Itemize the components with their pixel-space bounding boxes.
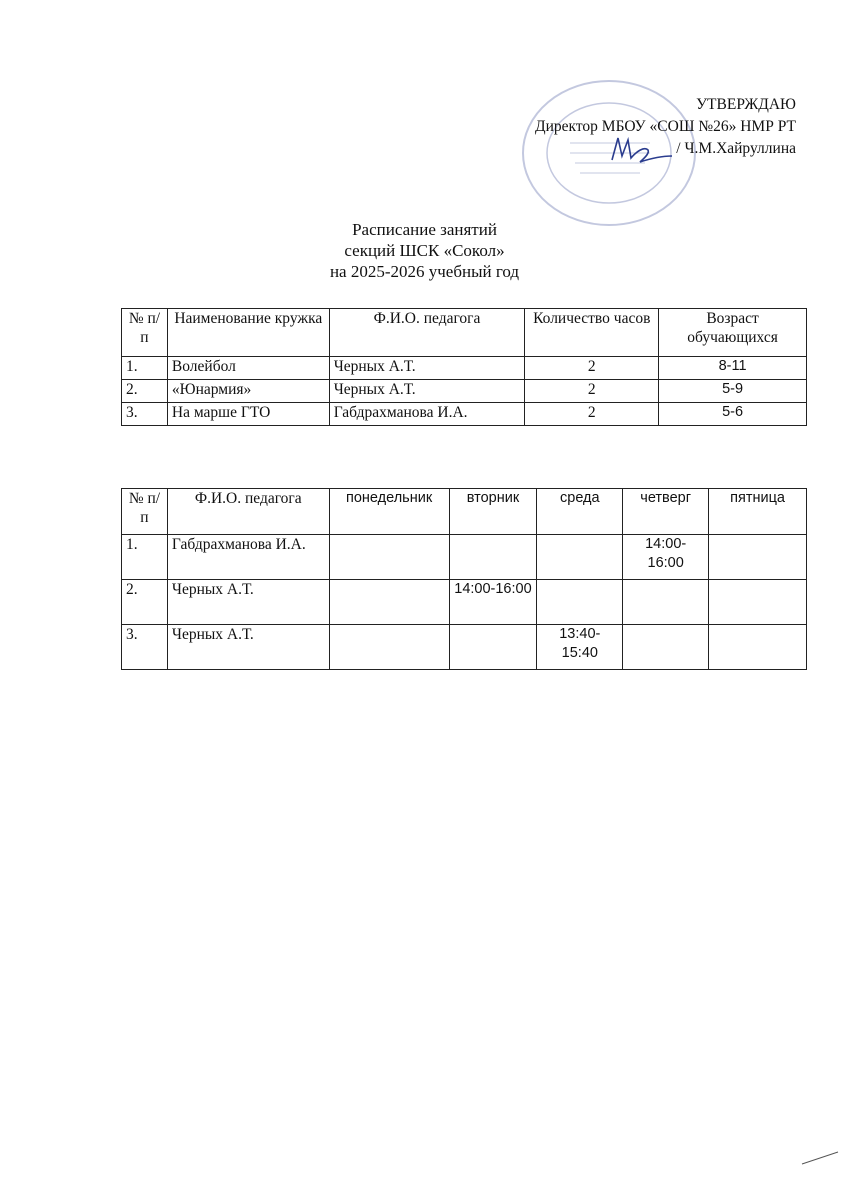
approval-position: Директор МБОУ «СОШ №26» НМР РТ [535, 118, 796, 135]
cell-wednesday [537, 535, 623, 580]
cell-teacher: Черных А.Т. [329, 357, 525, 380]
cell-number: 3. [122, 625, 168, 670]
scan-mark [800, 1148, 840, 1168]
cell-section-name: «Юнармия» [167, 380, 329, 403]
cell-friday [709, 535, 807, 580]
cell-section-name: Волейбол [167, 357, 329, 380]
header-monday: понедельник [329, 489, 449, 535]
header-teacher: Ф.И.О. педагога [167, 489, 329, 535]
table-row [122, 380, 807, 403]
header-section-name: Наименование кружка [167, 309, 329, 357]
table-row [122, 535, 807, 580]
cell-wednesday: 13:40-15:40 [537, 625, 623, 670]
cell-number: 2. [122, 580, 168, 625]
header-age: Возраст обучающихся [659, 309, 807, 357]
table-row [122, 357, 807, 380]
cell-teacher: Черных А.Т. [167, 580, 329, 625]
cell-tuesday: 14:00-16:00 [449, 580, 537, 625]
approval-signer: / Ч.М.Хайруллина [676, 140, 796, 157]
header-number: № п/п [122, 309, 168, 357]
cell-hours: 2 [525, 403, 659, 426]
cell-thursday [623, 625, 709, 670]
cell-teacher: Черных А.Т. [167, 625, 329, 670]
cell-age: 8-11 [659, 357, 807, 380]
sections-table [121, 308, 807, 426]
cell-number: 3. [122, 403, 168, 426]
schedule-table [121, 488, 807, 670]
approval-heading: УТВЕРЖДАЮ [696, 96, 796, 113]
header-number: № п/п [122, 489, 168, 535]
cell-monday [329, 535, 449, 580]
table-row [122, 403, 807, 426]
header-tuesday: вторник [449, 489, 537, 535]
cell-hours: 2 [525, 380, 659, 403]
table-row [122, 625, 807, 670]
header-thursday: четверг [623, 489, 709, 535]
title-line-1: Расписание занятий [352, 220, 497, 239]
title-line-2: секций ШСК «Сокол» [344, 241, 505, 260]
header-hours: Количество часов [525, 309, 659, 357]
cell-number: 1. [122, 357, 168, 380]
schedule-header-row [122, 489, 807, 535]
header-teacher: Ф.И.О. педагога [329, 309, 525, 357]
cell-tuesday [449, 535, 537, 580]
cell-monday [329, 625, 449, 670]
document-title [0, 219, 849, 282]
cell-teacher: Габдрахманова И.А. [329, 403, 525, 426]
cell-age: 5-9 [659, 380, 807, 403]
cell-monday [329, 580, 449, 625]
cell-thursday: 14:00-16:00 [623, 535, 709, 580]
cell-number: 2. [122, 380, 168, 403]
cell-section-name: На марше ГТО [167, 403, 329, 426]
cell-friday [709, 625, 807, 670]
cell-teacher: Габдрахманова И.А. [167, 535, 329, 580]
cell-hours: 2 [525, 357, 659, 380]
table-row [122, 580, 807, 625]
cell-friday [709, 580, 807, 625]
header-wednesday: среда [537, 489, 623, 535]
header-friday: пятница [709, 489, 807, 535]
cell-age: 5-6 [659, 403, 807, 426]
cell-wednesday [537, 580, 623, 625]
cell-number: 1. [122, 535, 168, 580]
cell-teacher: Черных А.Т. [329, 380, 525, 403]
cell-tuesday [449, 625, 537, 670]
cell-thursday [623, 580, 709, 625]
title-line-3: на 2025-2026 учебный год [329, 262, 520, 281]
sections-header-row [122, 309, 807, 357]
signature [604, 132, 674, 166]
